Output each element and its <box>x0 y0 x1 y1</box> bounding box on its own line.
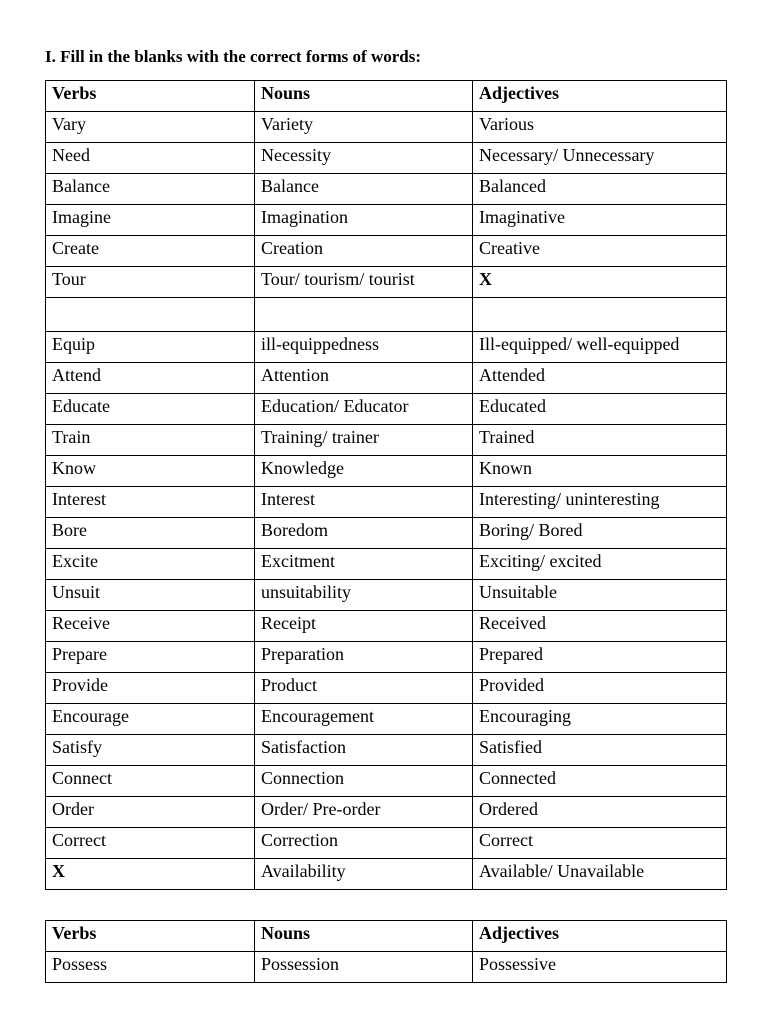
cell-adjective: Interesting/ uninteresting <box>473 487 727 518</box>
cell-verb: Vary <box>46 112 255 143</box>
cell-noun: Connection <box>255 766 473 797</box>
cell-adjective: Known <box>473 456 727 487</box>
table-row <box>46 425 727 456</box>
cell-adjective: Received <box>473 611 727 642</box>
cell-noun: Balance <box>255 174 473 205</box>
cell-adjective <box>473 298 727 332</box>
cell-verb: Provide <box>46 673 255 704</box>
cell-adjective: Connected <box>473 766 727 797</box>
header-adjectives: Adjectives <box>473 921 727 952</box>
cell-verb: Order <box>46 797 255 828</box>
cell-noun: Training/ trainer <box>255 425 473 456</box>
table-row <box>46 174 727 205</box>
cell-adjective: Creative <box>473 236 727 267</box>
word-forms-table-2 <box>45 920 727 983</box>
cell-verb: Train <box>46 425 255 456</box>
cell-adjective: Necessary/ Unnecessary <box>473 143 727 174</box>
cell-adjective: Trained <box>473 425 727 456</box>
cell-verb: Equip <box>46 332 255 363</box>
cell-verb: Balance <box>46 174 255 205</box>
cell-verb: Satisfy <box>46 735 255 766</box>
table-row <box>46 673 727 704</box>
table-row <box>46 518 727 549</box>
cell-noun: Boredom <box>255 518 473 549</box>
cell-verb: Need <box>46 143 255 174</box>
table-row <box>46 735 727 766</box>
cell-adjective: Provided <box>473 673 727 704</box>
cell-noun: Imagination <box>255 205 473 236</box>
cell-noun: Necessity <box>255 143 473 174</box>
cell-adjective: Ill-equipped/ well-equipped <box>473 332 727 363</box>
cell-noun: Tour/ tourism/ tourist <box>255 267 473 298</box>
table-row <box>46 236 727 267</box>
cell-noun: Possession <box>255 952 473 983</box>
cell-adjective: Unsuitable <box>473 580 727 611</box>
cell-noun: unsuitability <box>255 580 473 611</box>
table-row <box>46 704 727 735</box>
cell-verb: Interest <box>46 487 255 518</box>
table-row <box>46 205 727 236</box>
cell-verb: Imagine <box>46 205 255 236</box>
cell-noun: Correction <box>255 828 473 859</box>
table-row <box>46 487 727 518</box>
cell-adjective: Boring/ Bored <box>473 518 727 549</box>
cell-noun: Receipt <box>255 611 473 642</box>
table-row <box>46 332 727 363</box>
table-row <box>46 642 727 673</box>
table-row <box>46 394 727 425</box>
cell-verb: Create <box>46 236 255 267</box>
cell-noun: Attention <box>255 363 473 394</box>
cell-noun: Interest <box>255 487 473 518</box>
cell-noun: Availability <box>255 859 473 890</box>
header-nouns: Nouns <box>255 81 473 112</box>
table-row <box>46 859 727 890</box>
header-adjectives: Adjectives <box>473 81 727 112</box>
table-row <box>46 267 727 298</box>
cell-noun: Excitment <box>255 549 473 580</box>
page-heading: I. Fill in the blanks with the correct forms of words: <box>45 47 422 66</box>
table-row <box>46 828 727 859</box>
cell-noun: Education/ Educator <box>255 394 473 425</box>
cell-noun: Knowledge <box>255 456 473 487</box>
cell-verb: Attend <box>46 363 255 394</box>
cell-adjective: Various <box>473 112 727 143</box>
table-row <box>46 580 727 611</box>
cell-verb <box>46 298 255 332</box>
cell-noun: Encouragement <box>255 704 473 735</box>
cell-adjective: Prepared <box>473 642 727 673</box>
cell-verb: Prepare <box>46 642 255 673</box>
cell-verb: Receive <box>46 611 255 642</box>
cell-verb: Possess <box>46 952 255 983</box>
cell-verb: Unsuit <box>46 580 255 611</box>
table-row <box>46 549 727 580</box>
cell-noun: Variety <box>255 112 473 143</box>
cell-adjective: Balanced <box>473 174 727 205</box>
cell-noun <box>255 298 473 332</box>
cell-noun: Product <box>255 673 473 704</box>
cell-noun: Satisfaction <box>255 735 473 766</box>
header-verbs: Verbs <box>46 81 255 112</box>
cell-adjective: Encouraging <box>473 704 727 735</box>
cell-adjective: Available/ Unavailable <box>473 859 727 890</box>
word-forms-table-body <box>46 81 727 890</box>
cell-noun: Creation <box>255 236 473 267</box>
table-row <box>46 363 727 394</box>
word-forms-table <box>45 80 727 890</box>
cell-noun: Order/ Pre-order <box>255 797 473 828</box>
table-row <box>46 952 727 983</box>
word-forms-table-2-body <box>46 921 727 983</box>
table-row <box>46 143 727 174</box>
header-verbs: Verbs <box>46 921 255 952</box>
cell-verb: Encourage <box>46 704 255 735</box>
cell-adjective: Satisfied <box>473 735 727 766</box>
cell-adjective: Ordered <box>473 797 727 828</box>
table-row <box>46 766 727 797</box>
table-row <box>46 112 727 143</box>
table-row <box>46 456 727 487</box>
header-nouns: Nouns <box>255 921 473 952</box>
table-row <box>46 298 727 332</box>
cell-verb: Bore <box>46 518 255 549</box>
cell-verb: Correct <box>46 828 255 859</box>
cell-noun: ill-equippedness <box>255 332 473 363</box>
cell-adjective: Correct <box>473 828 727 859</box>
cell-verb: Know <box>46 456 255 487</box>
cell-verb: X <box>46 859 255 890</box>
cell-adjective: Exciting/ excited <box>473 549 727 580</box>
cell-verb: Connect <box>46 766 255 797</box>
table-row <box>46 797 727 828</box>
cell-verb: Educate <box>46 394 255 425</box>
table-row <box>46 611 727 642</box>
cell-adjective: X <box>473 267 727 298</box>
table-header-row <box>46 81 727 112</box>
cell-adjective: Possessive <box>473 952 727 983</box>
cell-adjective: Educated <box>473 394 727 425</box>
cell-verb: Excite <box>46 549 255 580</box>
cell-noun: Preparation <box>255 642 473 673</box>
cell-adjective: Imaginative <box>473 205 727 236</box>
table-header-row <box>46 921 727 952</box>
cell-adjective: Attended <box>473 363 727 394</box>
cell-verb: Tour <box>46 267 255 298</box>
